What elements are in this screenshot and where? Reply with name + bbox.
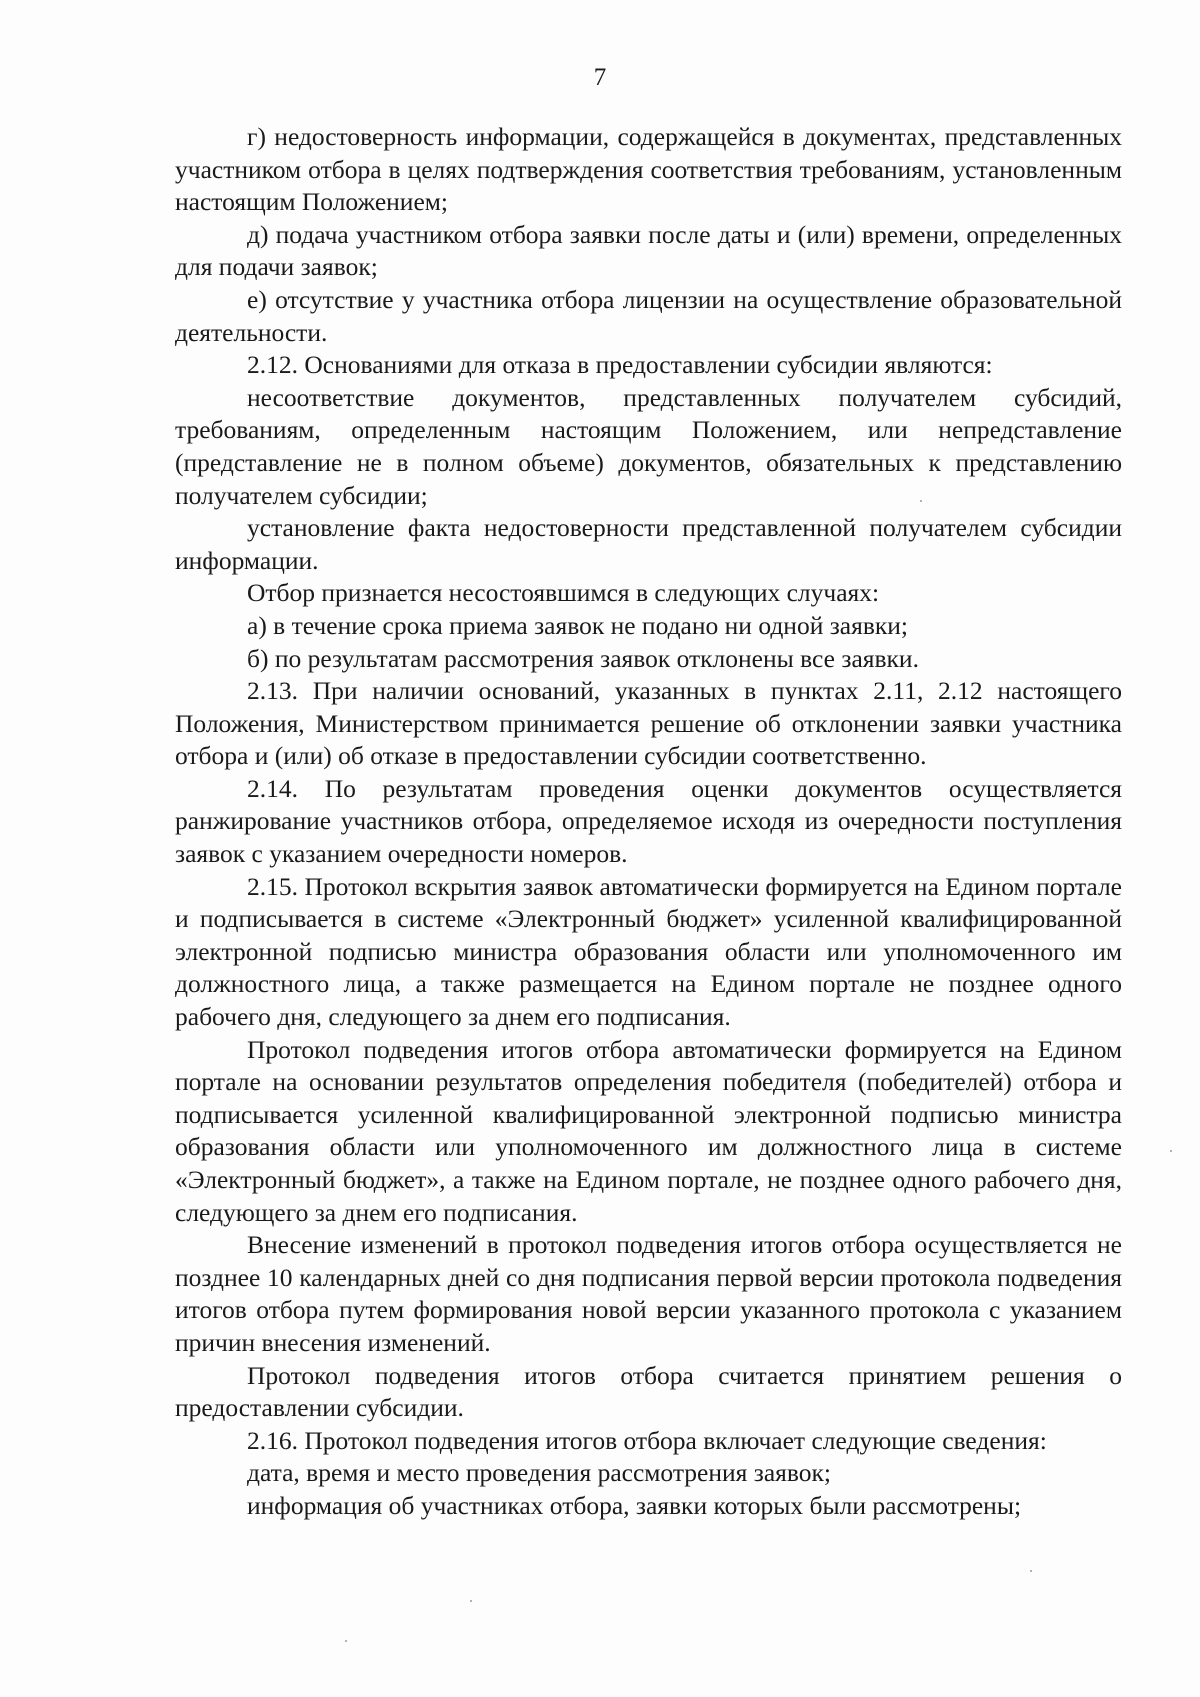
paragraph: несоответствие документов, представленных получателем субсидий, требованиям, определенным настоящим Положением, или непредставление (представление не в полном объеме) документов, обязательных к представлению получателем субсидии; <box>175 382 1122 510</box>
paragraph: г) недостоверность информации, содержащейся в документах, представленных участником отбора в целях подтверждения соответствия требованиям, установленным настоящим Положением; <box>175 122 1122 217</box>
paragraph: а) в течение срока приема заявок не подано ни одной заявки; <box>247 610 909 640</box>
paragraph: 2.14. По результатам проведения оценки документов осуществляется ранжирование участников отбора, определяемое исходя из очередности поступления заявок с указанием очередности номеров. <box>175 773 1122 869</box>
paragraph: 2.16. Протокол подведения итогов отбора включает следующие сведения: <box>247 1425 1047 1455</box>
paragraph: Протокол подведения итогов отбора считается принятием решения о предоставлении субсидии. <box>175 1360 1122 1423</box>
paragraph: 2.15. Протокол вскрытия заявок автоматически формируется на Едином портале и подписывается в системе «Электронный бюджет» усиленной квалифицированной электронной подписью министра образования области или уполномоченного им должностного лица, а также размещается на Едином портале не позднее одного рабочего дня, следующего за днем его подписания. <box>175 871 1122 1032</box>
paragraph: информация об участниках отбора, заявки которых были рассмотрены; <box>247 1490 1022 1520</box>
paragraph: Протокол подведения итогов отбора автоматически формируется на Едином портале на основании результатов определения победителя (победителей) отбора и подписывается усиленной квалифицированной электронной подписью министра образования области или уполномоченного им должностного лица в системе «Электронный бюджет», а также на Едином портале, не позднее одного рабочего дня, следующего за днем его подписания. <box>175 1034 1122 1227</box>
document-body <box>175 121 1122 1523</box>
paragraph: Внесение изменений в протокол подведения итогов отбора осуществляется не позднее 10 календарных дней со дня подписания первой версии протокола подведения итогов отбора путем формирования новой версии указанного протокола с указанием причин внесения изменений. <box>175 1230 1122 1357</box>
scan-speck <box>470 1600 472 1602</box>
paragraph: д) подача участником отбора заявки после даты и (или) времени, определенных для подачи заявок; <box>175 219 1122 282</box>
scan-speck <box>345 1640 347 1642</box>
paragraph: установление факта недостоверности представленной получателем субсидии информации. <box>175 513 1122 575</box>
paragraph: Отбор признается несостоявшимся в следующих случаях: <box>247 578 880 608</box>
paragraph: дата, время и место проведения рассмотрения заявок; <box>247 1458 831 1488</box>
paragraph: б) по результатам рассмотрения заявок отклонены все заявки. <box>247 643 919 673</box>
scan-speck <box>1170 1150 1172 1152</box>
paragraph: 2.13. При наличии оснований, указанных в пунктах 2.11, 2.12 настоящего Положения, Министерством принимается решение об отклонении заявки участника отбора и (или) об отказе в предоставлении субсидии соответственно. <box>175 676 1122 771</box>
scan-speck <box>920 500 922 502</box>
page-number: 7 <box>593 64 607 91</box>
paragraph: е) отсутствие у участника отбора лицензии на осуществление образовательной деятельности. <box>175 284 1122 347</box>
scan-speck <box>1030 1570 1032 1572</box>
paragraph: 2.12. Основаниями для отказа в предоставлении субсидии являются: <box>247 350 993 380</box>
